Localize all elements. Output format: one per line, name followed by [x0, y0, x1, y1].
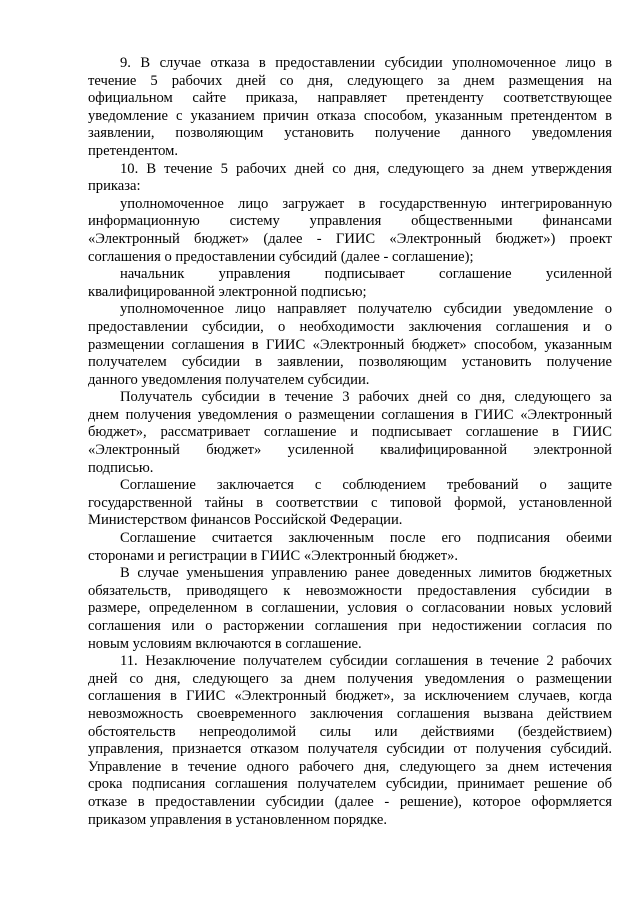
text-line: срока подписания соглашения получателем субсидии, принимает решение об	[88, 776, 612, 793]
text-line: управления, признается отказом получателя субсидии от получения субсидий.	[88, 741, 612, 758]
text-line: размере, определенном в соглашении, условия о согласовании новых условий	[88, 600, 612, 617]
text-line: обстоятельств непреодолимой силы или действиями (бездействием)	[88, 723, 612, 740]
text-line: течение 5 рабочих дней со дня, следующего за днем размещения на	[88, 72, 612, 89]
text-line: приказом управления в установленном порядке.	[88, 811, 387, 828]
text-line: квалифицированной электронной подписью;	[88, 283, 367, 300]
text-line: «Электронный бюджет» усиленной квалифицированной электронной	[88, 442, 612, 459]
text-line: Получатель субсидии в течение 3 рабочих дней со дня, следующего за	[120, 389, 612, 406]
text-line: соглашения или о расторжении соглашения при недостижении согласия по	[88, 618, 612, 634]
text-line: государственной тайны в соответствии с типовой формой, установленной	[88, 494, 612, 511]
text-line: обязательств, приводящего к невозможности предоставления субсидии в	[88, 582, 612, 599]
text-line: днем получения уведомления о размещении соглашения в ГИИС «Электронный	[88, 406, 612, 423]
text-line: Соглашение считается заключенным после его подписания обеими	[120, 530, 612, 547]
text-line: соглашения о предоставлении субсидий (далее - соглашение);	[88, 248, 474, 265]
text-line: 11. Незаключение получателем субсидии соглашения в течение 2 рабочих	[120, 653, 612, 670]
text-line: размещении соглашения в ГИИС «Электронный бюджет» способом, указанным	[88, 336, 612, 353]
text-line: новым условиям включаются в соглашение.	[88, 635, 362, 652]
text-line: 10. В течение 5 рабочих дней со дня, следующего за днем утверждения	[120, 160, 612, 177]
text-line: Соглашение заключается с соблюдением требований о защите	[120, 477, 612, 494]
text-line: невозможность своевременного заключения соглашения вызвана действием	[88, 705, 612, 722]
text-line: соглашения в ГИИС «Электронный бюджет», за исключением случаев, когда	[88, 688, 612, 705]
text-line: дней со дня, следующего за днем получения уведомления о размещении	[88, 670, 612, 687]
text-line: претендентом.	[88, 142, 179, 159]
text-line: отказе в предоставлении субсидии (далее - решение), которое оформляется	[88, 793, 612, 810]
text-line: Министерством финансов Российской Федерации.	[88, 512, 403, 529]
text-line: сторонами и регистрации в ГИИС «Электронный бюджет».	[88, 547, 459, 564]
text-line: 9. В случае отказа в предоставлении субсидии уполномоченное лицо в	[120, 55, 612, 71]
text-line: начальник управления подписывает соглашение усиленной	[120, 266, 612, 283]
text-line: официальном сайте приказа, направляет претенденту соответствующее	[88, 90, 612, 107]
text-line: «Электронный бюджет» (далее - ГИИС «Электронный бюджет») проект	[88, 230, 612, 247]
text-line: приказа:	[88, 178, 141, 195]
text-line: данного уведомления получателем субсидии.	[88, 371, 370, 388]
text-line: подписью.	[88, 459, 154, 476]
text-line: бюджет», рассматривает соглашение и подписывает соглашение в ГИИС	[88, 424, 612, 441]
text-line: Управление в течение одного рабочего дня, следующего за днем истечения	[88, 758, 612, 775]
text-line: уполномоченное лицо загружает в государственную интегрированную	[120, 195, 612, 212]
text-line: уведомление с указанием причин отказа способом, указанным претендентом в	[88, 107, 612, 124]
text-line: В случае уменьшения управлению ранее доведенных лимитов бюджетных	[120, 565, 612, 582]
text-line: заявлении, позволяющим установить получение данного уведомления	[88, 125, 612, 142]
text-line: информационную системy управления общественными финансами	[88, 213, 612, 230]
text-line: получателем субсидии в заявлении, позволяющим установить получение	[88, 354, 612, 371]
text-line: уполномоченное лицо направляет получателю субсидии уведомление о	[120, 301, 612, 318]
text-line: предоставлении субсидии, о необходимости заключения соглашения и о	[88, 318, 612, 335]
document-body	[88, 55, 612, 829]
